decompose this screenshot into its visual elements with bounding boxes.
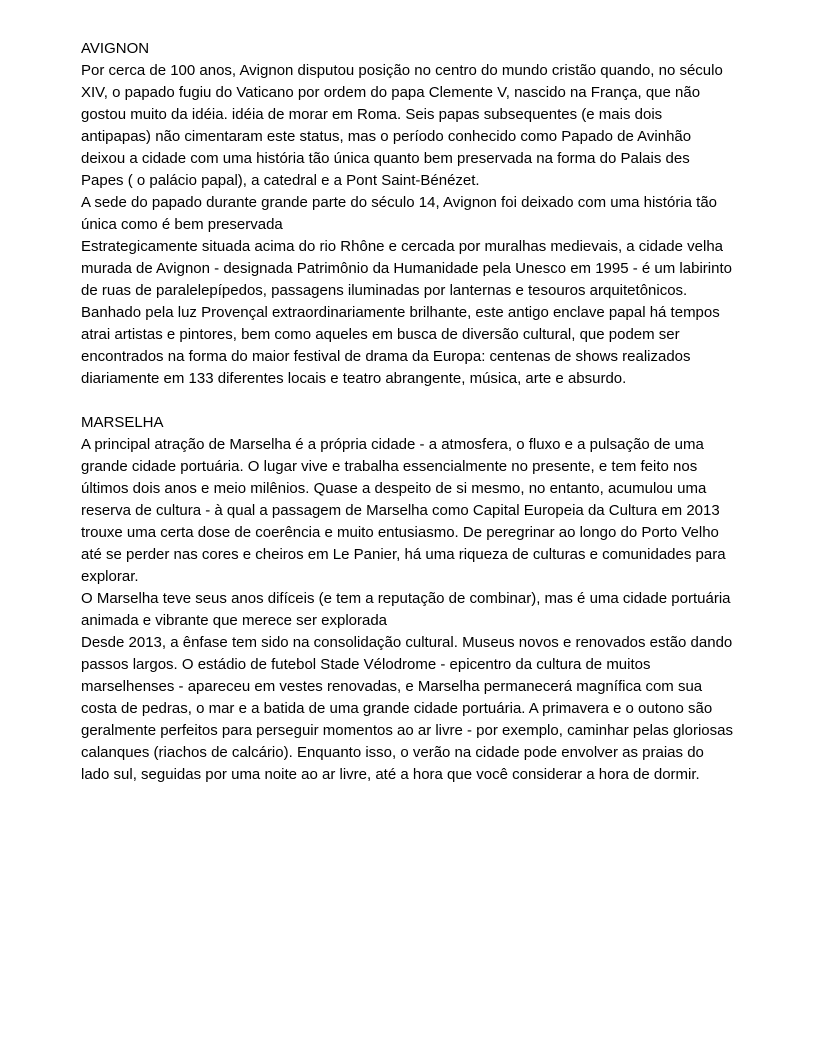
document-content	[81, 38, 735, 786]
paragraph-avignon-1: Por cerca de 100 anos, Avignon disputou posição no centro do mundo cristão quando, no século XIV, o papado fugiu do Vaticano por ordem do papa Clemente V, nascido na França, que não gostou muito da idéia. idéia de morar em Roma. Seis papas subsequentes (e mais dois antipapas) não cimentaram este status, mas o período conhecido como Papado de Avinhão deixou a cidade com uma história tão única quanto bem preservada na forma do Palais des Papes ( o palácio papal), a catedral e a Pont Saint-Bénézet.	[81, 62, 723, 189]
paragraph-marselha-1: A principal atração de Marselha é a própria cidade - a atmosfera, o fluxo e a pulsação de uma grande cidade portuária. O lugar vive e trabalha essencialmente no presente, e tem feito nos últimos dois anos e meio milênios. Quase a despeito de si mesmo, no entanto, acumulou uma reserva de cultura - à qual a passagem de Marselha como Capital Europeia da Cultura em 2013 trouxe uma certa dose de coerência e muito entusiasmo. De peregrinar ao longo do Porto Velho até se perder nas cores e cheiros em Le Panier, há uma riqueza de culturas e comunidades para explorar.	[81, 436, 726, 585]
paragraph-avignon-3: Estrategicamente situada acima do rio Rhône e cercada por muralhas medievais, a cidade velha murada de Avignon - designada Patrimônio da Humanidade pela Unesco em 1995 - é um labirinto de ruas de paralelepípedos, passagens iluminadas por lanternas e tesouros arquitetônicos. Banhado pela luz Provençal extraordinariamente brilhante, este antigo enclave papal há tempos atrai artistas e pintores, bem como aqueles em busca de diversão cultural, que podem ser encontrados na forma do maior festival de drama da Europa: centenas de shows realizados diariamente em 133 diferentes locais e teatro abrangente, música, arte e absurdo.	[81, 238, 732, 387]
section-avignon	[81, 38, 735, 390]
section-heading-marselha: MARSELHA	[81, 414, 164, 431]
paragraph-marselha-2: O Marselha teve seus anos difíceis (e tem a reputação de combinar), mas é uma cidade portuária animada e vibrante que merece ser explorada	[81, 590, 731, 629]
section-marselha	[81, 412, 735, 786]
paragraph-marselha-3: Desde 2013, a ênfase tem sido na consolidação cultural. Museus novos e renovados estão dando passos largos. O estádio de futebol Stade Vélodrome - epicentro da cultura de muitos marselhenses - apareceu em vestes renovadas, e Marselha permanecerá magnífica com sua costa de pedras, o mar e a batida de uma grande cidade portuária. A primavera e o outono são geralmente perfeitos para perseguir momentos ao ar livre - por exemplo, caminhar pelas gloriosas calanques (riachos de calcário). Enquanto isso, o verão na cidade pode envolver as praias do lado sul, seguidas por uma noite ao ar livre, até a hora que você considerar a hora de dormir.	[81, 634, 733, 783]
section-heading-avignon: AVIGNON	[81, 40, 150, 57]
paragraph-avignon-2: A sede do papado durante grande parte do século 14, Avignon foi deixado com uma história tão única como é bem preservada	[81, 194, 718, 233]
